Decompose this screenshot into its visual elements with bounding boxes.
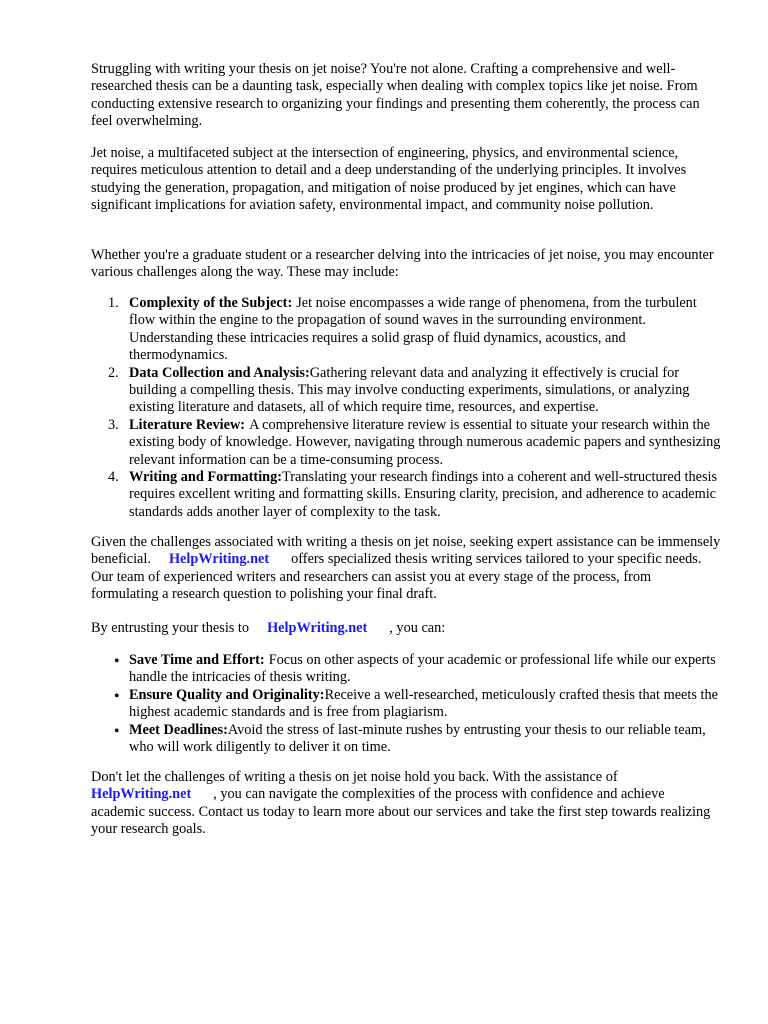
helpwriting-link[interactable]: HelpWriting.net — [267, 620, 368, 636]
list-item-title: Data Collection and Analysis: — [129, 364, 310, 381]
list-item-title: Writing and Formatting: — [129, 469, 283, 486]
closing-paragraph — [91, 769, 721, 839]
list-item — [91, 295, 721, 365]
list-item — [91, 722, 721, 757]
entrust-paragraph — [91, 620, 721, 637]
list-number: 2. — [108, 364, 119, 381]
list-item-title: Ensure Quality and Originality: — [129, 686, 325, 703]
closing-text-before: Don't let the challenges of writing a thesis on jet noise hold you back. With the assistance of — [91, 769, 618, 785]
list-item-title: Literature Review: — [129, 416, 246, 433]
list-item — [91, 469, 721, 521]
challenges-intro-paragraph: Whether you're a graduate student or a researcher delving into the intricacies of jet noise, you may encounter various challenges along the way. These may include: — [91, 247, 714, 281]
jet-noise-paragraph: Jet noise, a multifaceted subject at the intersection of engineering, physics, and environmental science, requires meticulous attention to detail and a deep understanding of the underlying principles. It involves studying the generation, propagation, and mitigation of noise produced by jet engines, which can have significant implications for aviation safety, environmental impact, and community noise pollution. — [91, 145, 687, 214]
helpwriting-link[interactable]: HelpWriting.net — [168, 551, 270, 568]
bullet-icon: • — [114, 687, 120, 705]
closing-text-after: , you can navigate the complexities of the process with confidence and achieve academic success. Contact us today to learn more about our services and take the first step towards realizing your research goals. — [91, 786, 711, 838]
list-item-text: Translating your research findings into a coherent and well-structured thesis requires excellent writing and formatting skills. Ensuring clarity, precision, and adherence to academic standards adds another layer of complexity to the task. — [129, 469, 718, 520]
list-item — [91, 365, 721, 417]
list-item-title: Complexity of the Subject: — [129, 295, 293, 311]
assistance-paragraph — [91, 534, 721, 604]
assistance-text-before: Given the challenges associated with writing a thesis on jet noise, seeking expert assistance can be immensely beneficial. — [91, 534, 721, 568]
list-number: 3. — [108, 416, 119, 433]
bullet-icon: • — [114, 722, 120, 740]
list-item-text: Avoid the stress of last-minute rushes by entrusting your thesis to our reliable team, who will work diligently to deliver it on time. — [129, 721, 706, 756]
challenges-list — [91, 295, 721, 521]
list-item — [91, 687, 721, 722]
helpwriting-link[interactable]: HelpWriting.net — [91, 786, 192, 803]
list-item-text: Focus on other aspects of your academic or professional life while our experts handle the intricacies of thesis writing. — [129, 652, 716, 686]
assistance-text-after: offers specialized thesis writing services tailored to your specific needs. Our team of experienced writers and researchers can assist you at every stage of the process, from formulating a research question to polishing your final draft. — [91, 551, 702, 603]
entrust-text-after: , you can: — [389, 620, 446, 636]
list-item — [91, 652, 721, 687]
benefits-list — [91, 652, 721, 756]
list-number: 4. — [108, 469, 119, 486]
list-item-title: Save Time and Effort: — [129, 652, 265, 668]
list-item-text: Receive a well-researched, meticulously crafted thesis that meets the highest academic standards and is free from plagiarism. — [129, 686, 718, 721]
list-item-text: A comprehensive literature review is essential to situate your research within the existing body of knowledge. However, navigating through numerous academic papers and synthesizing relevant information can be a time-consuming process. — [129, 416, 721, 468]
list-item — [91, 417, 721, 469]
entrust-text-before: By entrusting your thesis to — [91, 620, 250, 636]
list-number: 1. — [108, 295, 119, 311]
list-item-title: Meet Deadlines: — [129, 721, 228, 738]
bullet-icon: • — [114, 653, 120, 670]
intro-paragraph: Struggling with writing your thesis on jet noise? You're not alone. Crafting a comprehensive and well-researched thesis can be a daunting task, especially when dealing with complex topics like jet noise. From conducting extensive research to organizing your findings and presenting them coherently, the process can feel overwhelming. — [91, 61, 700, 130]
list-item-text: Jet noise encompasses a wide range of phenomena, from the turbulent flow within the engine to the propagation of sound waves in the surrounding environment. Understanding these intricacies requires a solid grasp of fluid dynamics, acoustics, and thermodynamics. — [129, 295, 697, 364]
list-item-text: Gathering relevant data and analyzing it effectively is crucial for building a compelling thesis. This may involve conducting experiments, simulations, or analyzing existing literature and datasets, all of which require time, resources, and expertise. — [129, 364, 690, 416]
